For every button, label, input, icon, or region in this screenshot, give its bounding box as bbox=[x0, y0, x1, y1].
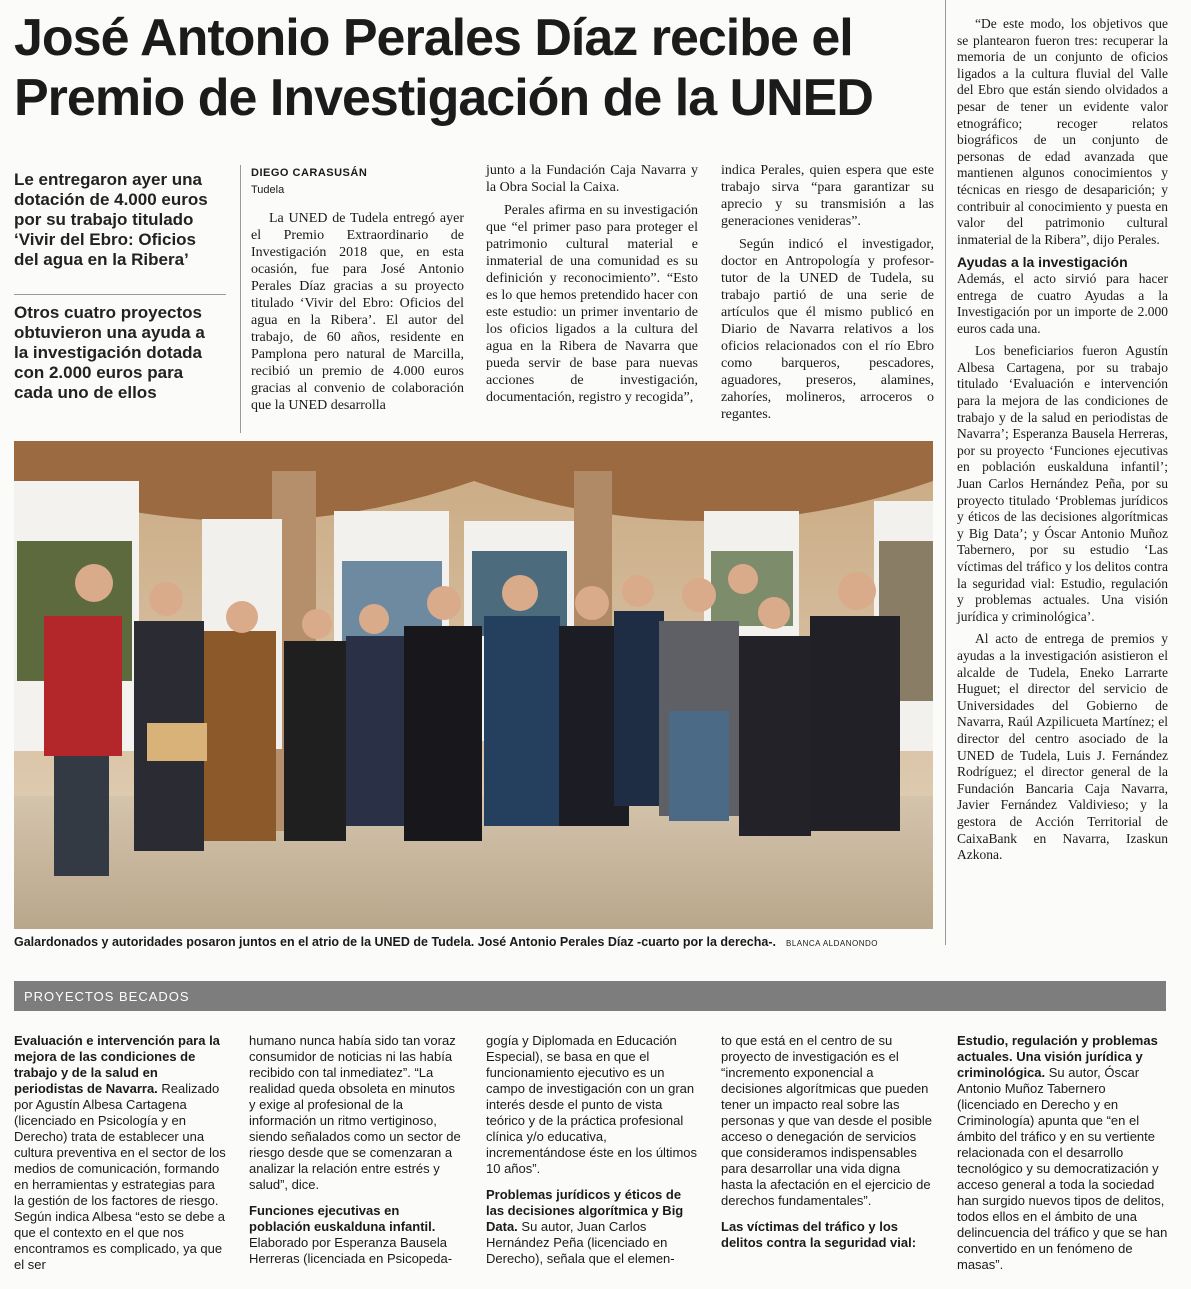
article-column-2 bbox=[486, 162, 698, 412]
subhead-divider bbox=[14, 294, 226, 295]
project-title: Las víctimas del tráfico y los delitos contra la seguridad vial: bbox=[721, 1219, 917, 1250]
group-photo bbox=[14, 441, 933, 929]
paragraph: Al acto de entrega de premios y ayudas a la investigación asistieron el alcalde de Tudela, Eneko Larrarte Huguet; el director del servicio de Universidades del Gobierno de Navarra, Raúl Azpilicueta Martínez; el director del centro asociado de la UNED de Tudela, Luis J. Fernández Rodríguez; el director general de la Fundación Bancaria Caja Navarra, Javier Fernández Valdivieso; y la gestora de Acción Territorial de CaixaBank en Navarra, Izaskun Azkona. bbox=[957, 631, 1168, 863]
project-text: humano nunca había sido tan voraz consumidor de noticias ni las había recibido con tal inmediatez”. “La realidad queda obsoleta en minutos y exige al profesional de la información un ritmo vertiginoso, siendo señalados como un sector de riesgo desde que se comenzaran a analizar la relación entre estrés y salud”, dice. bbox=[249, 1033, 461, 1192]
paragraph: junto a la Fundación Caja Navarra y la Obra Social la Caixa. bbox=[486, 163, 698, 195]
project-text: Elaborado por Esperanza Bausela Herreras (licenciada en Psicopeda- bbox=[249, 1235, 453, 1266]
column-rule bbox=[945, 0, 946, 945]
byline-place: Tudela bbox=[251, 184, 285, 196]
subhead-2: Otros cuatro proyectos obtuvieron una ayuda a la investigación dotada con 2.000 euros para cada uno de ellos bbox=[14, 303, 205, 402]
headline: José Antonio Perales Díaz recibe el Premio de Investigación de la UNED bbox=[14, 9, 873, 127]
column-rule bbox=[240, 165, 241, 433]
paragraph: “De este modo, los objetivos que se plantearon fueron tres: recuperar la memoria de un conjunto de oficios ligados a la cultura fluvial del Valle del Ebro que están siendo olvidados a pesar de tener un evidente valor etnográfico; recoger relatos biográficos de un conjunto de personas de edad avanzada que mantienen algunos conocimientos y técnicas en riesgo de desaparición; y contribuir al conocimiento y puesta en valor del patrimonio cultural inmaterial de la Ribera”, dijo Perales. bbox=[957, 16, 1168, 247]
article-column-4 bbox=[957, 16, 1168, 870]
paragraph: indica Perales, quien espera que este trabajo sirva “para garantizar su aprecio y su transmisión a las generaciones venideras”. bbox=[721, 163, 934, 229]
paragraph: Perales afirma en su investigación que “el primer paso para proteger el patrimonio cultural material e inmaterial de una comunidad es su definición y reconocimiento”. “Esto es lo que hemos pretendido hacer con este estudio: un primer inventario de los oficios ligados a la cultura del agua en la Ribera de Navarra que pueda servir de base para nuevas acciones de investigación, documentación, registro y recogida”, bbox=[486, 203, 698, 405]
paragraph: La UNED de Tudela entregó ayer el Premio Extraordinario de Investigación 2018 que, en esta ocasión, fue para José Antonio Perales Díaz gracias a su proyecto titulado ‘Vivir del Ebro: Oficios del agua en la Ribera’. El autor del trabajo, de 60 años, residente en Pamplona pero natural de Marcilla, recibió un premio de 4.000 euros gracias al convenio de colaboración que la UNED desarrolla bbox=[251, 211, 464, 413]
section-bar-title: PROYECTOS BECADOS bbox=[24, 989, 190, 1004]
article-column-3 bbox=[721, 162, 934, 429]
photo-credit: BLANCA ALDANONDO bbox=[785, 939, 879, 948]
paragraph: Según indicó el investigador, doctor en Antropología y profesor-tutor de la UNED de Tudela, su trabajo partió de una serie de artículos que él mismo publicó en Diario de Navarra relativos a los oficios relacionados con el río Ebro como barqueros, pescadores, aguadores, preseros, alamines, zahoríes, molineros, arroceros o regantes. bbox=[721, 237, 934, 422]
bottom-column-5 bbox=[957, 1033, 1171, 1283]
bottom-column-1 bbox=[14, 1033, 228, 1283]
section-subtitle: Ayudas a la investigación bbox=[957, 254, 1128, 271]
project-title: Problemas jurídicos y éticos de las decisiones algorítmica y Big Data. bbox=[486, 1187, 684, 1234]
section-bar bbox=[14, 981, 1166, 1011]
bottom-column-4 bbox=[721, 1033, 933, 1261]
project-text: Su autor, Juan Carlos Hernández Peña (licenciado en Derecho), señala que el elemen- bbox=[486, 1219, 675, 1266]
caption-text: Galardonados y autoridades posaron juntos en el atrio de la UNED de Tudela. José Antonio Perales Díaz -cuarto por la derecha-. bbox=[14, 935, 776, 949]
photo-illustration bbox=[14, 441, 933, 929]
bottom-column-3 bbox=[486, 1033, 698, 1277]
photo-caption bbox=[14, 935, 949, 949]
project-title: Estudio, regulación y problemas actuales. Una visión jurídica y criminológica. bbox=[957, 1033, 1158, 1080]
paragraph: Además, el acto sirvió para hacer entrega de cuatro Ayudas a la Investigación por un importe de 2.000 euros cada una. bbox=[957, 270, 1168, 336]
project-title: Evaluación e intervención para la mejora de las condiciones de trabajo y de la salud en periodistas de Navarra. bbox=[14, 1033, 220, 1096]
project-text: Realizado por Agustín Albesa Cartagena (licenciado en Psicología y en Derecho) trata de establecer una cultura preventiva en el sector de los medios de comunicación, formando en herramientas y estrategias para la gestión de los factores de riesgo. Según indica Albesa “esto se debe a que el contexto en el que nos encontramos es complicado, ya que el ser bbox=[14, 1081, 226, 1272]
paragraph: Los beneficiarios fueron Agustín Albesa Cartagena, por su trabajo titulado ‘Evaluación e intervención para la mejora de las condiciones de trabajo y de la salud en periodistas de Navarra’; Esperanza Bausela Herreras, por su proyecto ‘Funciones ejecutivas en población euskalduna infantil’; Juan Carlos Hernández Peña, por su proyecto titulado ‘Problemas jurídicos y éticos de las decisiones algorítmicas y Big Data’; y Óscar Antonio Muñoz Tabernero, por su estudio ‘Las víctimas del tráfico y los delitos contra la seguridad vial: Estudio, regulación y problemas actuales. Una visión jurídica y criminológica’. bbox=[957, 343, 1168, 624]
project-text: gogía y Diplomada en Educación Especial), se basa en que el funcionamiento ejecutivo es un campo de investigación con un gran interés desde el punto de vista teórico y de la práctica profesional clínica y/o educativa, incrementándose éste en los últimos 10 años”. bbox=[486, 1033, 698, 1176]
project-text: to que está en el centro de su proyecto de investigación es el “incremento exponencial a decisiones algorítmicas que pueden tener un impacto real sobre las personas y que van desde el posible acceso o denegación de servicios que consideramos indispensables para desarrollar una vida digna hasta la afectación en el ejercicio de derechos fundamentales”. bbox=[721, 1033, 933, 1208]
byline-author: DIEGO CARASUSÁN bbox=[251, 167, 368, 179]
project-title: Funciones ejecutivas en población euskalduna infantil. bbox=[249, 1203, 436, 1234]
project-text: Su autor, Óscar Antonio Muñoz Tabernero (licenciado en Derecho y en Criminología) apunta que “en el ámbito del tráfico y en su vertiente relacionada con el desarrollo tecnológico y su democratización y acceso general a toda la sociedad han surgido nuevos tipos de delitos, todos ellos en el ámbito de una delincuencia del tráfico y que se han convertido en un fenómeno de masas”. bbox=[957, 1065, 1168, 1272]
bottom-column-2 bbox=[249, 1033, 461, 1277]
subhead-1: Le entregaron ayer una dotación de 4.000 euros por su trabajo titulado ‘Vivir del Ebro: Oficios del agua en la Ribera’ bbox=[14, 170, 208, 269]
article-column-1 bbox=[251, 210, 464, 420]
